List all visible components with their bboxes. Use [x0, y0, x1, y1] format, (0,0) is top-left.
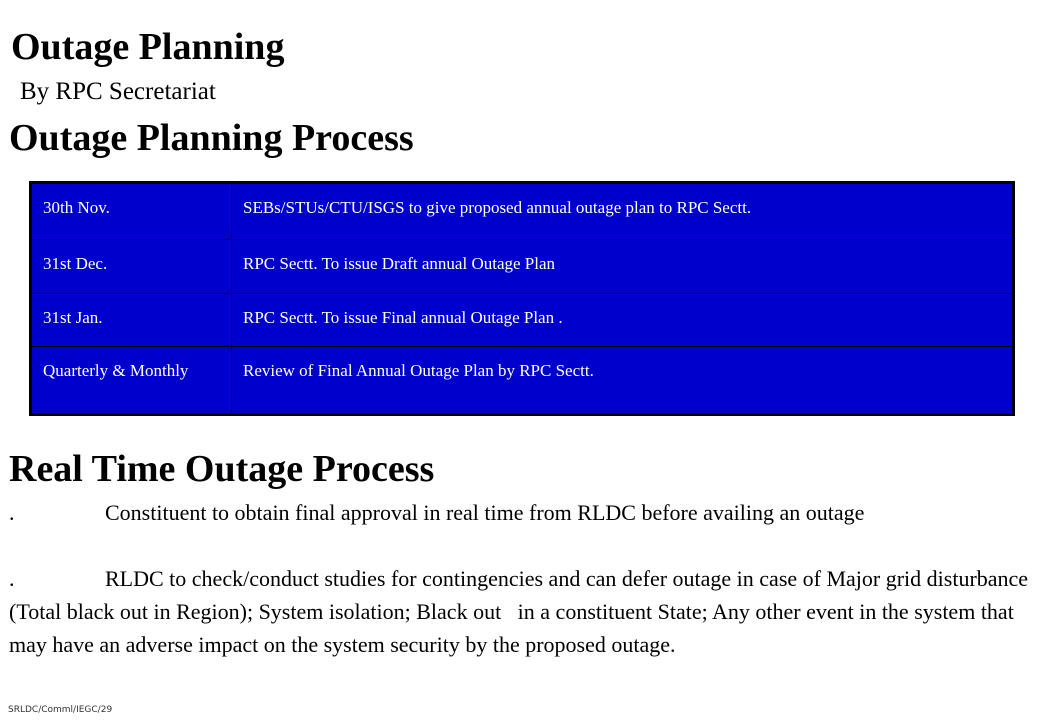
schedule-date-cell: 30th Nov.: [31, 183, 232, 240]
slide-footer: SRLDC/Comml/IEGC/29: [8, 705, 113, 715]
realtime-point-text: Constituent to obtain final approval in real time from RLDC before availing an outage: [105, 500, 865, 525]
bullet-marker: .: [9, 500, 15, 525]
schedule-date-cell: 31st Dec.: [31, 240, 232, 294]
outage-schedule-table: [29, 181, 1015, 416]
schedule-action-cell: Review of Final Annual Outage Plan by RPC Sectt.: [232, 347, 1014, 415]
schedule-action-cell: RPC Sectt. To issue Draft annual Outage Plan: [232, 240, 1014, 294]
realtime-process-heading: Real Time Outage Process: [9, 448, 435, 490]
table-row: [31, 183, 1014, 240]
schedule-action-cell: SEBs/STUs/CTU/ISGS to give proposed annual outage plan to RPC Sectt.: [232, 183, 1014, 240]
realtime-point-text: RLDC to check/conduct studies for contingencies and can defer outage in case of Major grid disturbance (Total black out in Region); System isolation; Black out in a constituent State; Any other event in the system that may have an adverse impact on the system security by the proposed outage.: [9, 566, 1029, 657]
table-row: [31, 294, 1014, 347]
realtime-point: [9, 496, 1034, 529]
realtime-point: [9, 562, 1034, 661]
table-row: [31, 240, 1014, 294]
schedule-date-cell: Quarterly & Monthly: [31, 347, 232, 415]
planning-process-heading: Outage Planning Process: [9, 117, 414, 159]
schedule-date-cell: 31st Jan.: [31, 294, 232, 347]
table-row: [31, 347, 1014, 415]
page-title: Outage Planning: [11, 26, 285, 68]
subtitle: By RPC Secretariat: [20, 78, 216, 105]
bullet-marker: .: [9, 566, 15, 591]
schedule-action-cell: RPC Sectt. To issue Final annual Outage Plan .: [232, 294, 1014, 347]
